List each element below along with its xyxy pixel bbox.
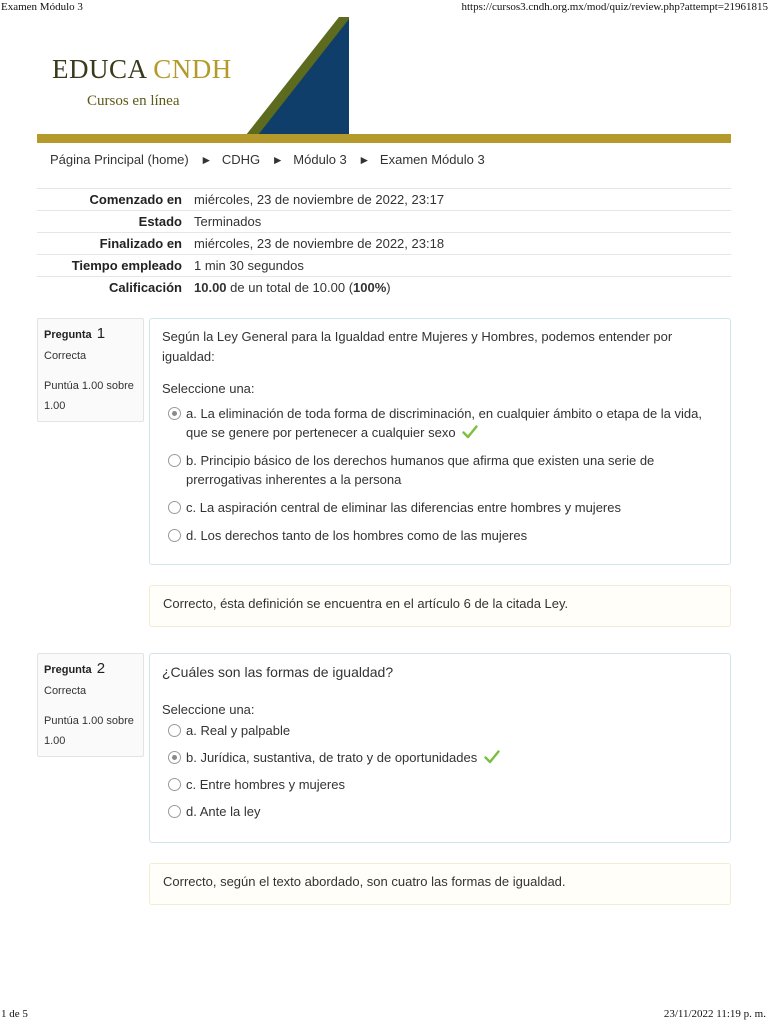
summary-value: miércoles, 23 de noviembre de 2022, 23:18	[188, 233, 731, 255]
summary-label: Calificación	[37, 277, 188, 299]
answer-option-c[interactable]	[162, 775, 718, 794]
grade-end: )	[386, 280, 391, 296]
question-grade: Puntúa 1.00 sobre 1.00	[44, 380, 134, 412]
logo-accent: CNDH	[153, 54, 232, 84]
question-1-feedback: Correcto, ésta definición se encuentra en el artículo 6 de la citada Ley.	[149, 585, 731, 627]
print-page-title: Examen Módulo 3	[1, 1, 83, 13]
answer-option-b[interactable]	[162, 451, 718, 489]
print-datetime: 23/11/2022 11:19 p. m.	[663, 1008, 766, 1020]
option-label: b. Jurídica, sustantiva, de trato y de oportunidades	[186, 750, 478, 765]
print-header	[0, 0, 768, 16]
question-number: Pregunta 1	[44, 325, 106, 342]
option-label: b. Principio básico de los derechos humanos que afirma que existen una serie de prerrogativas inherentes a la persona	[186, 453, 655, 487]
option-label: a. Real y palpable	[186, 723, 291, 738]
option-label: d. Ante la ley	[186, 804, 261, 819]
print-page-url: https://cursos3.cndh.org.mx/mod/quiz/review.php?attempt=21961815	[461, 1, 768, 13]
summary-value: Terminados	[188, 211, 731, 233]
site-banner	[37, 17, 731, 143]
option-label: d. Los derechos tanto de los hombres como de las mujeres	[186, 528, 528, 543]
logo-main: EDUCA	[52, 54, 147, 84]
question-state: Correcta	[44, 350, 87, 362]
summary-value: 1 min 30 segundos	[188, 255, 731, 277]
radio-icon[interactable]	[168, 454, 181, 467]
answer-options	[162, 404, 718, 545]
answer-prompt: Seleccione una:	[162, 702, 255, 717]
question-state: Correcta	[44, 685, 87, 697]
question-number: Pregunta 2	[44, 660, 106, 677]
option-label: c. La aspiración central de eliminar las diferencias entre hombres y mujeres	[186, 500, 621, 515]
question-grade: Puntúa 1.00 sobre 1.00	[44, 715, 134, 747]
question-text: ¿Cuáles son las formas de igualdad?	[162, 664, 394, 680]
print-page-number: 1 de 5	[1, 1008, 28, 1020]
radio-icon[interactable]	[168, 529, 181, 542]
breadcrumb-quiz[interactable]: Examen Módulo 3	[379, 152, 485, 167]
question-1-info	[37, 318, 144, 422]
breadcrumb-home[interactable]: Página Principal (home)	[50, 152, 189, 167]
site-logo[interactable]	[52, 54, 232, 85]
breadcrumb-separator: ►	[200, 153, 213, 167]
summary-row-grade	[37, 277, 731, 299]
radio-icon[interactable]	[168, 805, 181, 818]
grade-percent: 100%	[353, 280, 387, 296]
option-label: c. Entre hombres y mujeres	[186, 777, 345, 792]
breadcrumb-module[interactable]: Módulo 3	[293, 152, 347, 167]
summary-label: Finalizado en	[37, 233, 188, 255]
grade-score: 10.00	[194, 280, 227, 296]
answer-option-c[interactable]	[162, 498, 718, 517]
answer-option-a[interactable]	[162, 721, 718, 740]
question-2-info	[37, 653, 144, 757]
breadcrumb-separator: ►	[271, 153, 284, 167]
print-footer	[0, 1008, 768, 1024]
breadcrumb-separator: ►	[358, 153, 371, 167]
summary-row-started	[37, 189, 731, 211]
summary-label: Estado	[37, 211, 188, 233]
breadcrumb	[50, 152, 485, 167]
answer-option-d[interactable]	[162, 802, 718, 821]
check-icon	[484, 750, 500, 764]
site-subtitle: Cursos en línea	[87, 93, 180, 109]
check-icon	[462, 425, 478, 439]
radio-icon[interactable]	[168, 501, 181, 514]
grade-mid: de un total de 10.00 (	[226, 280, 354, 296]
radio-icon[interactable]	[168, 407, 181, 420]
answer-prompt: Seleccione una:	[162, 381, 255, 396]
summary-row-finished	[37, 233, 731, 255]
radio-icon[interactable]	[168, 751, 181, 764]
summary-value: miércoles, 23 de noviembre de 2022, 23:17	[188, 189, 731, 211]
option-label: a. La eliminación de toda forma de discriminación, en cualquier ámbito o etapa de la vida, que se genere por pertenecer a cualquier sexo	[186, 406, 702, 440]
question-2-content	[149, 653, 731, 843]
summary-label: Comenzado en	[37, 189, 188, 211]
summary-label: Tiempo empleado	[37, 255, 188, 277]
banner-gold-bar	[37, 134, 731, 143]
answer-options	[162, 721, 718, 821]
question-text: Según la Ley General para la Igualdad entre Mujeres y Hombres, podemos entender por igualdad:	[162, 329, 673, 364]
answer-option-a[interactable]	[162, 404, 718, 442]
answer-option-b[interactable]	[162, 748, 718, 767]
question-2-feedback: Correcto, según el texto abordado, son cuatro las formas de igualdad.	[149, 863, 731, 905]
breadcrumb-course[interactable]: CDHG	[221, 152, 261, 167]
summary-row-state	[37, 211, 731, 233]
radio-icon[interactable]	[168, 778, 181, 791]
answer-option-d[interactable]	[162, 526, 718, 545]
question-1-content	[149, 318, 731, 565]
summary-grade-value	[188, 277, 731, 299]
attempt-summary-table	[37, 188, 731, 299]
radio-icon[interactable]	[168, 724, 181, 737]
summary-row-time	[37, 255, 731, 277]
